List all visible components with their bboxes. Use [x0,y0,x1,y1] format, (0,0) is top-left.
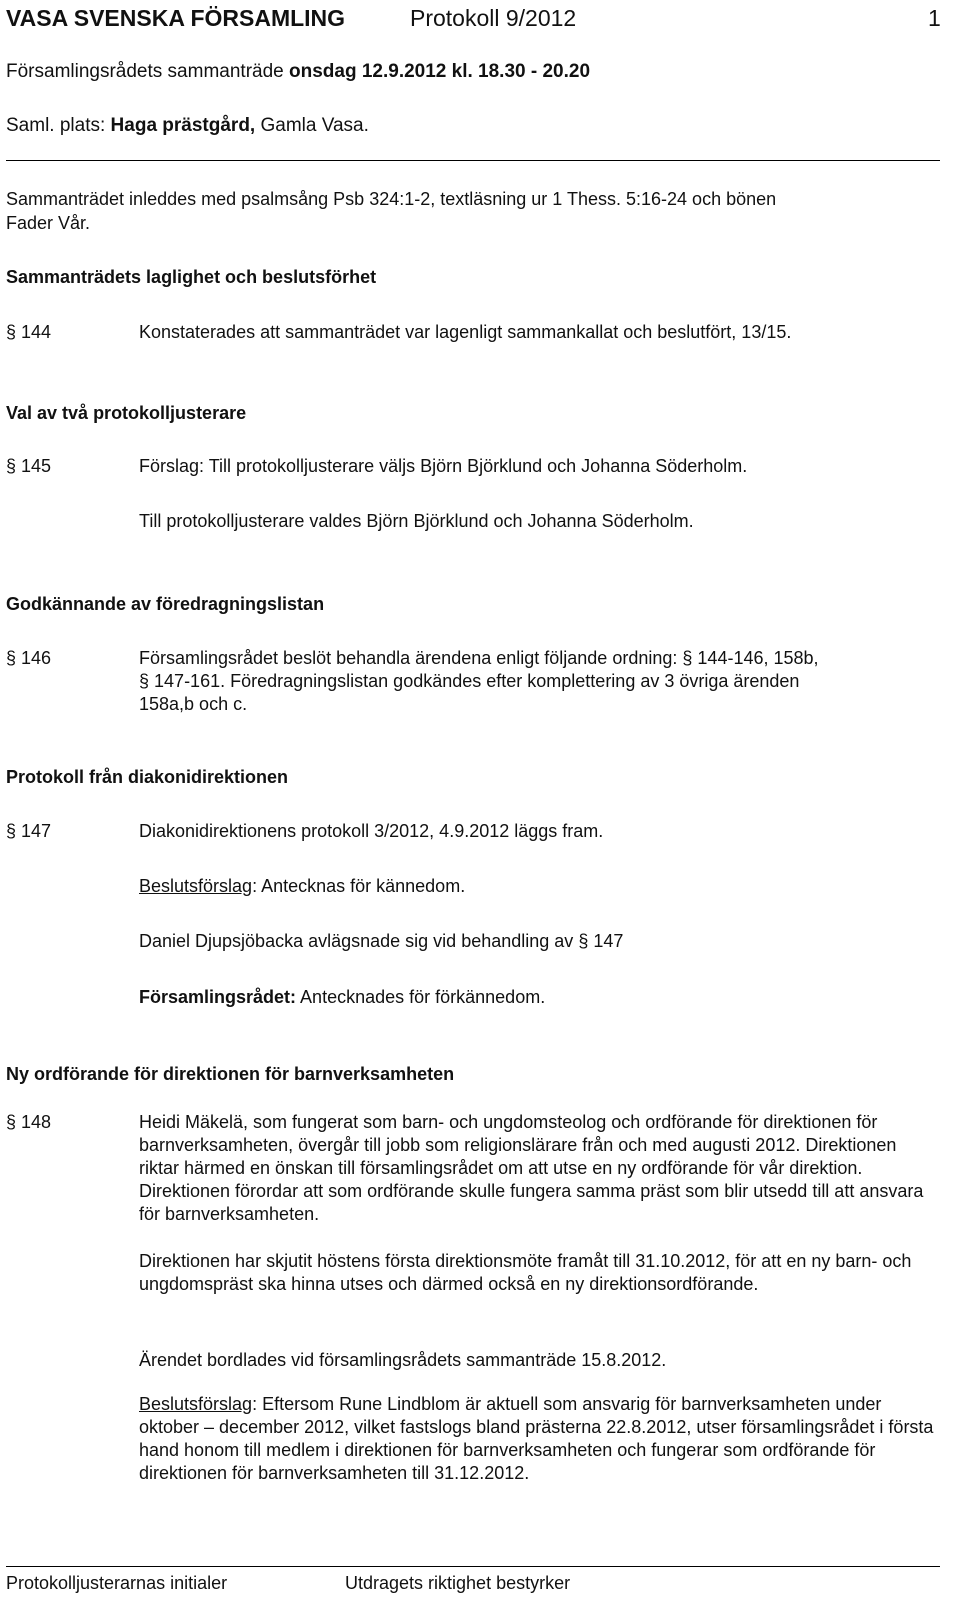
section-text-148-p1: Heidi Mäkelä, som fungerat som barn- och ungdomsteolog och ordförande för direktionen för barnverksamheten, övergår till jobb som religionslärare från och med augusti 2012. Direktionen riktar härmed en önskan till församlingsrådet om att utse en ny ordförande för vår direktion. Direktionen förordar att som ordförande skulle fungera samma präst som blir utsedd till att ansvara för barnverksamheten. [139,1112,924,1224]
section-number-146: § 146 [6,648,52,668]
meeting-prefix: Församlingsrådets sammanträde [6,61,284,82]
section-sign: § [6,821,17,841]
protocol-number: Protokoll 9/2012 [410,5,577,31]
section-text-144: Konstaterades att sammanträdet var lagenligt sammankallat och beslutfört, 13/15. [139,322,792,342]
meeting-line [6,60,590,84]
section-heading-147: Protokoll från diakonidirektionen [6,767,289,787]
section-number-144: § 144 [6,322,52,342]
section-text-146-line-3: 158a,b och c. [139,694,248,714]
footer-initials-label: Protokolljusterarnas initialer [6,1573,228,1593]
place-name: Haga prästgård, [110,115,256,136]
section-sign: § [6,322,17,342]
page-number: 1 [928,5,941,31]
section-text-148-p2: Direktionen har skjutit höstens första direktionsmöte framåt till 31.10.2012, för att en ny barn- och ungdomspräst ska hinna utses och därmed också en ny direktionsordförande. [139,1251,912,1294]
section-number-148: § 148 [6,1112,52,1132]
section-proposal-147: Beslutsförslag: Antecknas för kännedom. [139,876,466,896]
footer-divider [6,1566,940,1567]
section-text-145-decision: Till protokolljusterare valdes Björn Björklund och Johanna Söderholm. [139,511,694,531]
section-text-147: Diakonidirektionens protokoll 3/2012, 4.9.2012 läggs fram. [139,821,604,841]
place-rest: Gamla Vasa. [260,115,369,136]
section-sign: § [682,648,693,668]
section-sign: § [578,931,589,951]
proposal-label: Beslutsförslag [139,1394,253,1414]
section-text-146-line-1: Församlingsrådet beslöt behandla ärendena enligt följande ordning: § 144-146, 158b, [139,648,819,668]
place-prefix: Saml. plats: [6,115,106,136]
section-text-146-line-2: § 147-161. Föredragningslistan godkändes efter komplettering av 3 övriga ärenden [139,671,800,691]
section-proposal-148: Beslutsförslag: Eftersom Rune Lindblom är aktuell som ansvarig för barnverksamheten under oktober – december 2012, vilket fastslogs bland prästerna 22.8.2012, utser församlingsrådet i första hand honom till medlem i direktionen för barnverksamheten och fungerar som ordförande för direktionen för barnverksamheten till 31.12.2012. [139,1394,934,1483]
proposal-label: Beslutsförslag [139,876,253,896]
place-line [6,114,369,138]
intro-line-1: Sammanträdet inleddes med psalmsång Psb 324:1-2, textläsning ur 1 Thess. 5:16-24 och bönen [6,189,777,209]
section-text-148-p3: Ärendet bordlades vid församlingsrådets sammanträde 15.8.2012. [139,1350,667,1370]
section-decision-147: Församlingsrådet: Antecknades för förkännedom. [139,987,546,1007]
header-divider [6,160,940,161]
section-heading-146: Godkännande av föredragningslistan [6,594,325,614]
section-sign: § [6,1112,17,1132]
section-heading-144: Sammanträdets laglighet och beslutsförhet [6,267,377,287]
section-heading-148: Ny ordförande för direktionen för barnverksamheten [6,1064,455,1084]
section-recusal-147: Daniel Djupsjöbacka avlägsnade sig vid behandling av § 147 [139,931,624,951]
section-heading-145: Val av två protokolljusterare [6,403,247,423]
meeting-date: onsdag 12.9.2012 kl. 18.30 - 20.20 [289,61,591,82]
intro-line-2: Fader Vår. [6,213,91,233]
footer-certification-label: Utdragets riktighet bestyrker [345,1573,571,1593]
section-sign: § [6,456,17,476]
decision-label: Församlingsrådet: [139,987,297,1007]
section-text-145: Förslag: Till protokolljusterare väljs Björn Björklund och Johanna Söderholm. [139,456,748,476]
organization-name: VASA SVENSKA FÖRSAMLING [6,5,346,31]
section-number-147: § 147 [6,821,52,841]
section-sign: § [6,648,17,668]
section-number-145: § 145 [6,456,52,476]
section-sign: § [139,671,150,691]
